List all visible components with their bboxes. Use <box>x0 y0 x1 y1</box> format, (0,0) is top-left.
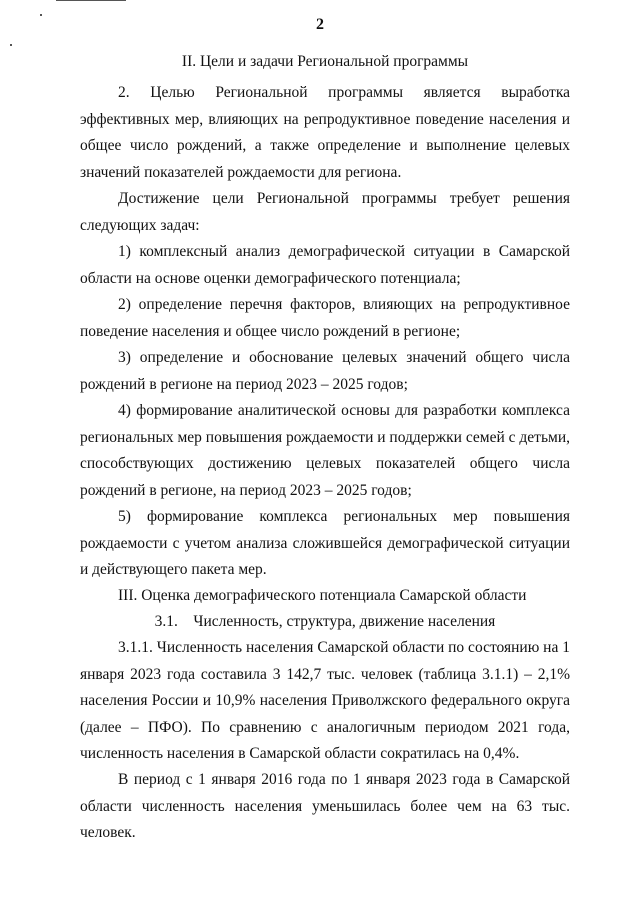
paragraph-goal: 2. Целью Региональной программы является выработка эффективных мер, влияющих на репродуктивное поведение населения и общее число рождений, а также определение и выполнение целевых значений показателей рождаемости для региона. <box>80 84 570 181</box>
task-item-1: 1) комплексный анализ демографической ситуации в Самарской области на основе оценки демографического потенциала; <box>80 243 570 287</box>
task-item-5: 5) формирование комплекса региональных мер повышения рождаемости с учетом анализа сложившейся демографической ситуации и действующего пакета мер. <box>80 508 570 579</box>
task-item-4: 4) формирование аналитической основы для разработки комплекса региональных мер повышения рождаемости и поддержки семей с детьми, способствующих достижению целевых показателей общего числа рождений в регионе, на период 2023 – 2025 годов; <box>80 402 570 499</box>
paragraph-population-change: В период с 1 января 2016 года по 1 января 2023 года в Самарской области численность населения уменьшилась более чем на 63 тыс. человек. <box>80 771 570 842</box>
paragraph-tasks-intro: Достижение цели Региональной программы требует решения следующих задач: <box>80 190 570 234</box>
task-item-2: 2) определение перечня факторов, влияющих на репродуктивное поведение населения и общее число рождений в регионе; <box>80 296 570 340</box>
section-3-title: III. Оценка демографического потенциала Самарской области <box>118 587 527 604</box>
scan-dot <box>10 44 12 46</box>
section-3-1-subtitle: 3.1. Численность, структура, движение населения <box>154 613 496 630</box>
section-2-title: II. Цели и задачи Региональной программы <box>181 53 469 70</box>
scan-edge-mark <box>56 0 126 1</box>
paragraph-population: 3.1.1. Численность населения Самарской области по состоянию на 1 января 2023 года составила 3 142,7 тыс. человек (таблица 3.1.1) – 2,1% населения России и 10,9% населения Приволжского федерального округа (далее – ПФО). По сравнению с аналогичным периодом 2021 года, численность населения в Самарской области сократилась на 0,4%. <box>80 639 570 763</box>
task-item-3: 3) определение и обоснование целевых значений общего числа рождений в регионе на период 2023 – 2025 годов; <box>80 349 570 393</box>
page-number: 2 <box>316 16 324 33</box>
